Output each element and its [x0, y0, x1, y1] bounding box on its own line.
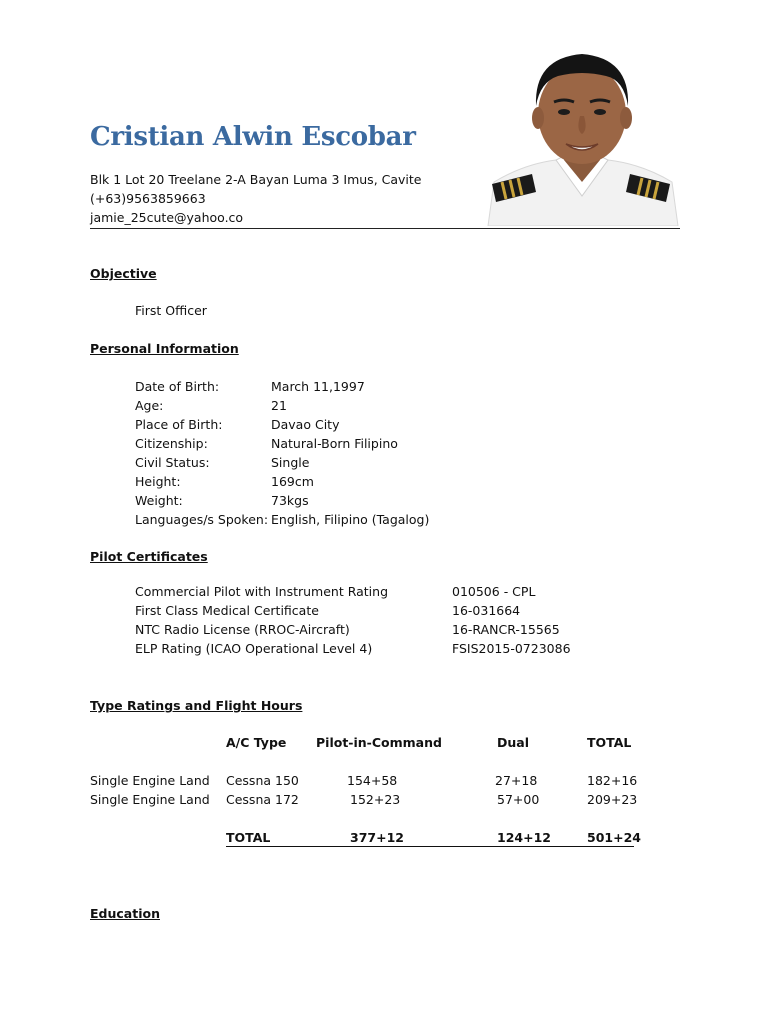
age-label: Age: — [135, 398, 164, 413]
ratings-heading: Type Ratings and Flight Hours — [90, 698, 303, 713]
citizenship-label: Citizenship: — [135, 436, 208, 451]
certificate-number: 16-RANCR-15565 — [452, 622, 560, 637]
certificates-heading: Pilot Certificates — [90, 549, 208, 564]
dob-label: Date of Birth: — [135, 379, 220, 394]
totals-underline — [226, 846, 634, 847]
certificate-number: 16-031664 — [452, 603, 521, 618]
objective-heading: Objective — [90, 266, 157, 281]
age-value: 21 — [271, 398, 287, 413]
birthplace-label: Place of Birth: — [135, 417, 223, 432]
certificate-name: NTC Radio License (RROC-Aircraft) — [135, 622, 350, 637]
address-text: Blk 1 Lot 20 Treelane 2-A Bayan Luma 3 Imus, Cavite — [90, 172, 422, 187]
dual-cell: 27+18 — [495, 773, 538, 788]
objective-value: First Officer — [135, 303, 207, 318]
category-cell: Single Engine Land — [90, 773, 210, 788]
height-value: 169cm — [271, 474, 314, 489]
total-cell: 209+23 — [587, 792, 638, 807]
certificate-name: First Class Medical Certificate — [135, 603, 319, 618]
citizenship-value: Natural-Born Filipino — [271, 436, 398, 451]
certificate-name: Commercial Pilot with Instrument Rating — [135, 584, 389, 599]
column-header-actype: A/C Type — [226, 735, 287, 750]
profile-photo — [484, 36, 680, 226]
phone-text: (+63)9563859663 — [90, 191, 206, 206]
totals-total: 501+24 — [587, 830, 641, 845]
civil-status-label: Civil Status: — [135, 455, 210, 470]
dob-value: March 11,1997 — [271, 379, 365, 394]
pilot-portrait-image — [484, 36, 680, 226]
civil-status-value: Single — [271, 455, 310, 470]
totals-label: TOTAL — [226, 830, 271, 845]
languages-value: English, Filipino (Tagalog) — [271, 512, 430, 527]
pic-cell: 152+23 — [350, 792, 401, 807]
certificate-name: ELP Rating (ICAO Operational Level 4) — [135, 641, 373, 656]
personal-info-heading: Personal Information — [90, 341, 239, 356]
certificate-number: FSIS2015-0723086 — [452, 641, 571, 656]
weight-value: 73kgs — [271, 493, 309, 508]
column-header-dual: Dual — [497, 735, 529, 750]
candidate-name: Cristian Alwin Escobar — [90, 122, 416, 152]
column-header-total: TOTAL — [587, 735, 632, 750]
column-header-pic: Pilot-in-Command — [316, 735, 442, 750]
height-label: Height: — [135, 474, 181, 489]
pic-cell: 154+58 — [347, 773, 398, 788]
languages-label: Languages/s Spoken: — [135, 512, 269, 527]
category-cell: Single Engine Land — [90, 792, 210, 807]
certificate-number: 010506 - CPL — [452, 584, 536, 599]
email-text: jamie_25cute@yahoo.co — [90, 210, 244, 225]
birthplace-value: Davao City — [271, 417, 340, 432]
totals-dual: 124+12 — [497, 830, 551, 845]
education-heading: Education — [90, 906, 160, 921]
actype-cell: Cessna 150 — [226, 773, 299, 788]
total-cell: 182+16 — [587, 773, 638, 788]
weight-label: Weight: — [135, 493, 183, 508]
header-divider — [90, 228, 680, 229]
totals-pic: 377+12 — [350, 830, 404, 845]
actype-cell: Cessna 172 — [226, 792, 299, 807]
dual-cell: 57+00 — [497, 792, 540, 807]
